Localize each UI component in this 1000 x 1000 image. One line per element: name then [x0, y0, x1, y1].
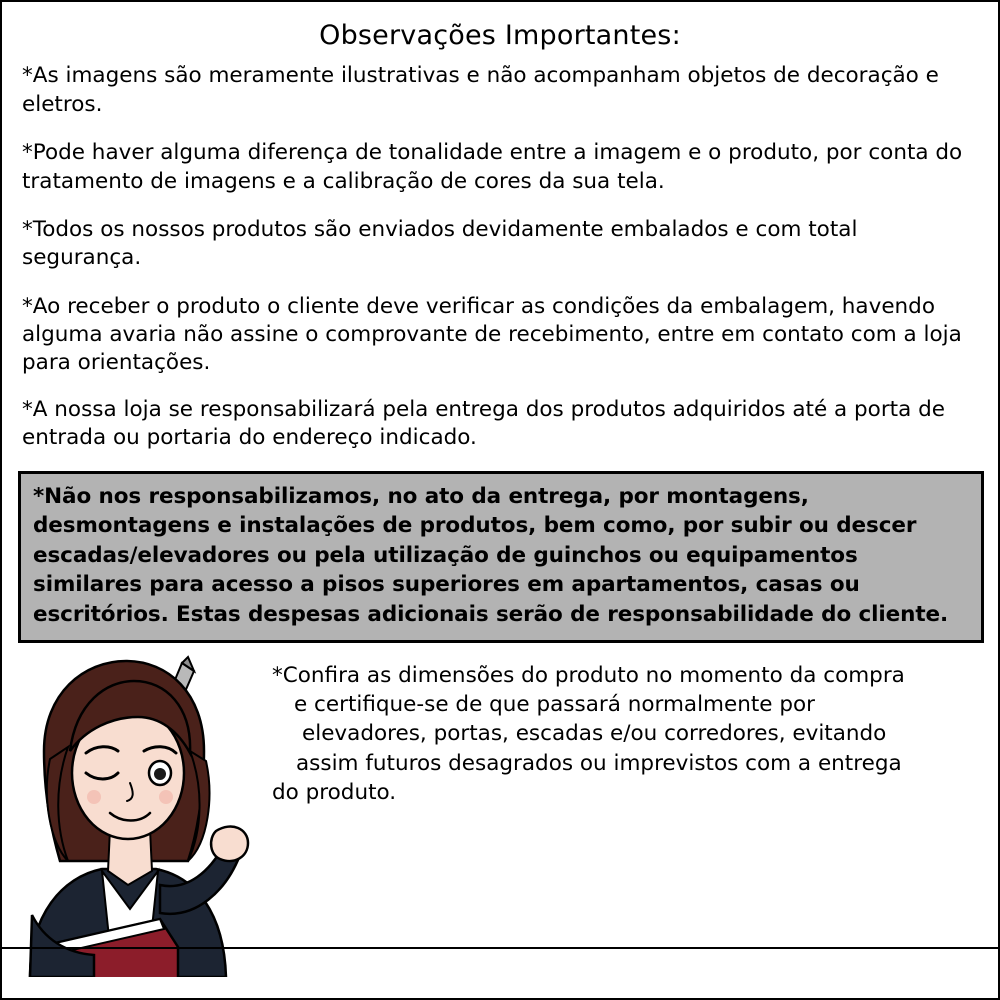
notice-paragraph-1: *As imagens são meramente ilustrativas e não acompanham objetos de decoração e eletros.	[22, 63, 939, 117]
final-note-line-1: *Confira as dimensões do produto no momento da compra	[272, 662, 905, 688]
notice-body	[2, 62, 998, 452]
highlight-disclaimer-text: *Não nos responsabilizamos, no ato da entrega, por montagens, desmontagens e instalações de produtos, bem como, por subir ou descer escadas/elevadores ou pela utilização de guinchos ou equipamentos similares para acesso a pisos superiores em apartamentos, casas ou escritórios. Estas despesas adicionais serão de responsabilidade do cliente.	[33, 483, 949, 628]
final-note-line-3: elevadores, portas, escadas e/ou corredores, evitando	[302, 721, 887, 747]
highlight-disclaimer-box	[18, 471, 984, 643]
bottom-section	[2, 655, 998, 955]
final-note-line-2: e certifique-se de que passará normalmente por	[294, 692, 815, 718]
notice-paragraph-5: *A nossa loja se responsabilizará pela entrega dos produtos adquiridos até a porta de entrada ou portaria do endereço indicado.	[22, 396, 945, 451]
notice-paragraph-4: *Ao receber o produto o cliente deve verificar as condições da embalagem, havendo alguma avaria não assine o comprovante de recebimento, entre em contato com a loja para orientações.	[22, 293, 962, 376]
woman-with-pointer-illustration	[10, 647, 270, 977]
final-note	[272, 661, 988, 807]
notice-paragraph-3: *Todos os nossos produtos são enviados devidamente embalados e com total segurança.	[22, 216, 858, 271]
final-note-line-4: assim futuros desagrados ou imprevistos com a entrega	[296, 750, 902, 776]
final-note-line-5: do produto.	[272, 779, 397, 805]
page-title: Observações Importantes:	[319, 20, 681, 51]
notice-paragraph-2: *Pode haver alguma diferença de tonalidade entre a imagem e o produto, por conta do tratamento de imagens e a calibração de cores da sua tela.	[22, 140, 963, 194]
footer-divider	[2, 947, 998, 949]
